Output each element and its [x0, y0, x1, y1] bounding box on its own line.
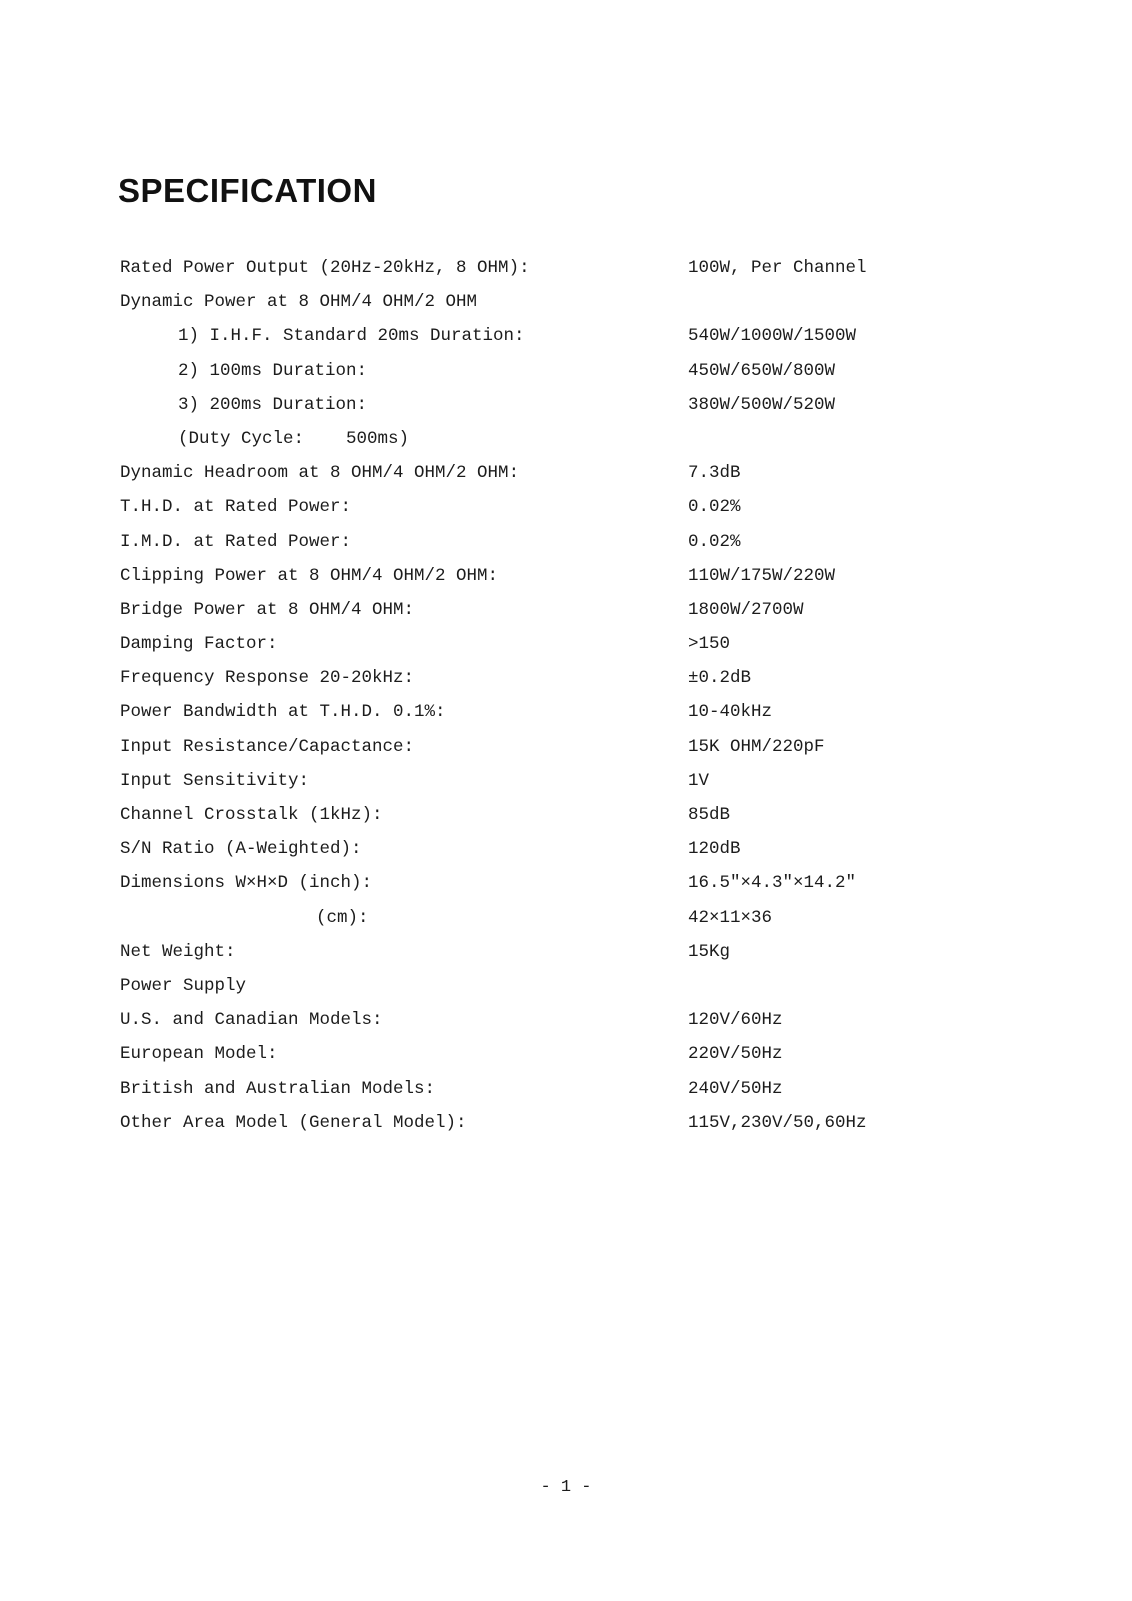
- spec-row-200ms: [0, 394, 1132, 428]
- spec-value: 0.02%: [688, 531, 741, 552]
- spec-label: 1) I.H.F. Standard 20ms Duration:: [178, 326, 525, 347]
- spec-label: Dynamic Power at 8 OHM/4 OHM/2 OHM: [120, 292, 478, 313]
- spec-row-dimensions-cm: [0, 907, 1132, 941]
- spec-value: 380W/500W/520W: [688, 394, 836, 415]
- spec-value: 120V/60Hz: [688, 1010, 783, 1031]
- spec-row-channel-crosstalk: [0, 804, 1132, 838]
- spec-row-input-sensitivity: [0, 770, 1132, 804]
- spec-label: British and Australian Models:: [120, 1078, 436, 1099]
- spec-label: S/N Ratio (A-Weighted):: [120, 839, 362, 860]
- spec-label: I.M.D. at Rated Power:: [120, 531, 352, 552]
- spec-label: Power Supply: [120, 975, 247, 996]
- spec-label: Bridge Power at 8 OHM/4 OHM:: [120, 599, 415, 620]
- spec-row-damping-factor: [0, 633, 1132, 667]
- page-title: SPECIFICATION: [118, 172, 377, 209]
- spec-row-dimensions-inch: [0, 872, 1132, 906]
- spec-row-power-bandwidth: [0, 701, 1132, 735]
- spec-row-thd: [0, 496, 1132, 530]
- spec-value: 1800W/2700W: [688, 599, 804, 620]
- spec-label: Frequency Response 20-20kHz:: [120, 668, 415, 689]
- spec-value: 540W/1000W/1500W: [688, 326, 857, 347]
- spec-value: 240V/50Hz: [688, 1078, 783, 1099]
- spec-label: 3) 200ms Duration:: [178, 394, 368, 415]
- spec-label: Power Bandwidth at T.H.D. 0.1%:: [120, 702, 446, 723]
- spec-label: Dimensions W×H×D (inch):: [120, 873, 373, 894]
- spec-row-us-canadian: [0, 1009, 1132, 1043]
- spec-value: 0.02%: [688, 497, 741, 518]
- spec-row-ihf-20ms: [0, 325, 1132, 359]
- spec-label: Other Area Model (General Model):: [120, 1112, 467, 1133]
- spec-label: 2) 100ms Duration:: [178, 360, 368, 381]
- spec-value: 15K OHM/220pF: [688, 736, 825, 757]
- spec-row-power-supply: [0, 975, 1132, 1009]
- spec-row-input-resistance: [0, 736, 1132, 770]
- specification-list: [0, 257, 1132, 1146]
- spec-value: ±0.2dB: [688, 668, 752, 689]
- spec-value: 450W/650W/800W: [688, 360, 836, 381]
- spec-row-sn-ratio: [0, 838, 1132, 872]
- spec-value: 100W, Per Channel: [688, 258, 867, 278]
- spec-value: 42×11×36: [688, 907, 773, 928]
- spec-value: 85dB: [688, 805, 731, 825]
- spec-label: Channel Crosstalk (1kHz):: [120, 805, 383, 825]
- spec-row-duty-cycle: [0, 428, 1132, 462]
- spec-label: (Duty Cycle: 500ms): [178, 428, 410, 449]
- spec-label: Net Weight:: [120, 941, 236, 962]
- spec-row-european: [0, 1043, 1132, 1077]
- spec-row-bridge-power: [0, 599, 1132, 633]
- spec-value: 10-40kHz: [688, 702, 773, 723]
- spec-row-dynamic-headroom: [0, 462, 1132, 496]
- spec-row-other-area: [0, 1112, 1132, 1146]
- spec-row-frequency-response: [0, 667, 1132, 701]
- spec-value: 220V/50Hz: [688, 1044, 783, 1065]
- spec-label: Damping Factor:: [120, 634, 278, 655]
- spec-value: >150: [688, 634, 731, 655]
- spec-value: 16.5"×4.3"×14.2": [688, 873, 857, 894]
- spec-row-100ms: [0, 360, 1132, 394]
- spec-value: 110W/175W/220W: [688, 565, 836, 586]
- spec-label: T.H.D. at Rated Power:: [120, 497, 352, 518]
- spec-label: Dynamic Headroom at 8 OHM/4 OHM/2 OHM:: [120, 463, 520, 484]
- spec-label: Rated Power Output (20Hz-20kHz, 8 OHM):: [120, 258, 530, 278]
- spec-label: European Model:: [120, 1044, 278, 1065]
- spec-row-net-weight: [0, 941, 1132, 975]
- spec-value: 115V,230V/50,60Hz: [688, 1112, 867, 1133]
- page-number: - 1 -: [540, 1478, 592, 1497]
- spec-value: 7.3dB: [688, 463, 741, 484]
- spec-row-british-australian: [0, 1078, 1132, 1112]
- spec-label: (cm):: [316, 907, 369, 928]
- spec-row-rated-power: [0, 257, 1132, 291]
- spec-label: Input Sensitivity:: [120, 770, 310, 791]
- spec-label: U.S. and Canadian Models:: [120, 1010, 383, 1031]
- spec-label: Input Resistance/Capactance:: [120, 736, 415, 757]
- spec-label: Clipping Power at 8 OHM/4 OHM/2 OHM:: [120, 565, 499, 586]
- spec-value: 120dB: [688, 839, 741, 860]
- spec-value: 1V: [688, 770, 710, 791]
- spec-row-clipping-power: [0, 565, 1132, 599]
- spec-row-imd: [0, 531, 1132, 565]
- spec-value: 15Kg: [688, 941, 731, 962]
- spec-row-dynamic-power: [0, 291, 1132, 325]
